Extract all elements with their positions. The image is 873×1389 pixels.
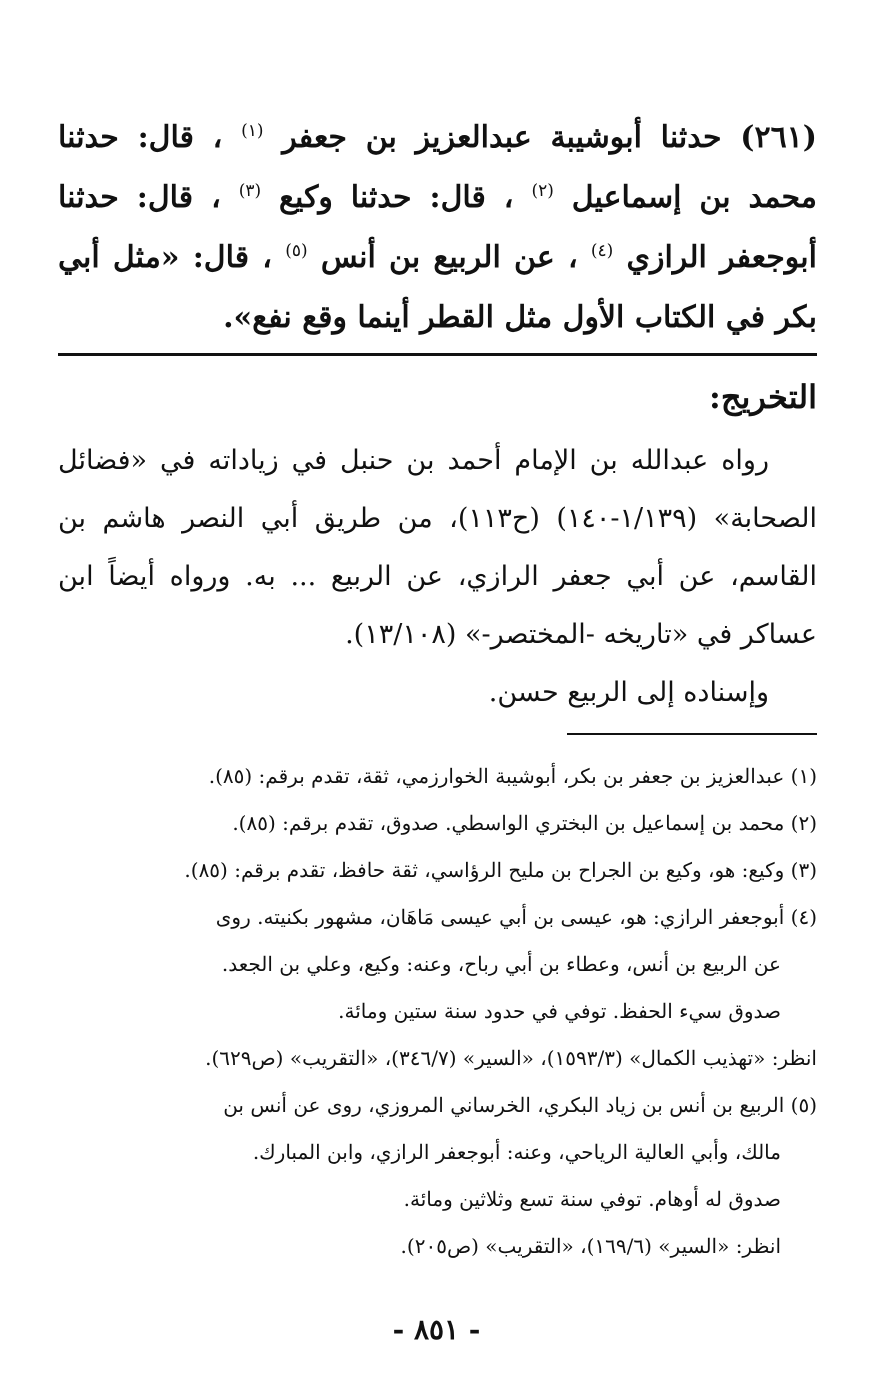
hadith-segment: ، قال:: [136, 180, 221, 215]
section-title: التخريج:: [709, 378, 817, 416]
footnote-line: (٥) الربيع بن أنس بن زياد البكري، الخرساني المروزي، روى عن أنس بن: [223, 1093, 817, 1117]
takhrij-paragraph: رواه عبدالله بن الإمام أحمد بن حنبل في زياداته في «فضائل الصحابة» (١/١٣٩-١٤٠) (ح١١٣)، من طريق أبي النصر هاشم بن القاسم، عن أبي جعفر الرازي، عن الربيع ... به. ورواه أيضاً ابن عساكر في «تاريخه -المختصر-» (١٣/١٠٨).: [58, 445, 817, 650]
footnote-3: (٣) وكيع: هو، وكيع بن الجراح بن مليح الرؤاسي، ثقة حافظ، تقدم برقم: (٨٥).: [184, 858, 817, 882]
footnote-2: (٢) محمد بن إسماعيل بن البختري الواسطي. صدوق، تقدم برقم: (٨٥).: [232, 811, 817, 835]
footnote-line: عن الربيع بن أنس، وعطاء بن أبي رباح، وعنه: وكيع، وعلي بن الجعد.: [221, 952, 781, 976]
hadith-segment: حدثنا أبوشيبة عبدالعزيز بن جعفر: [282, 120, 722, 155]
hadith-segment: حدثنا محمد بن إسماعيل: [58, 120, 817, 215]
hadith-segment: ، قال:: [137, 120, 223, 155]
footnote-line: صدوق له أوهام. توفي سنة تسع وثلاثين ومائة.: [403, 1187, 781, 1211]
footnote-ref-4: (٤): [590, 241, 614, 261]
footnote-ref-5: (٥): [285, 241, 308, 261]
footnote-divider: [567, 733, 817, 735]
hadith-segment: ، قال: حدثنا وكيع: [279, 180, 514, 215]
footnote-line: (٤) أبوجعفر الرازي: هو، عيسى بن أبي عيسى مَاهَان، مشهور بكنيته. روى: [215, 905, 817, 929]
hadith-number: (٢٦١): [740, 120, 817, 155]
hadith-segment: حدثنا أبوجعفر الرازي: [58, 180, 817, 275]
hadith-segment: أبي بكر في الكتاب الأول مثل القطر أينما وقع نفع».: [58, 240, 817, 335]
footnote-5: [58, 1082, 817, 1223]
footnote-ref-2: (٢): [531, 181, 554, 201]
footnote-ref-3: (٣): [238, 181, 262, 201]
section-divider: [58, 353, 817, 356]
hadith-segment: ، قال: «مثل: [112, 240, 272, 275]
page-number: - ٨٥١ -: [392, 1313, 481, 1346]
footnote-ref-1: (١): [241, 121, 264, 141]
footnotes: [58, 753, 817, 1270]
footnote-line: مالك، وأبي العالية الرياحي، وعنه: أبوجعفر الرازي، وابن المبارك.: [252, 1140, 781, 1164]
takhrij-body: [58, 432, 817, 722]
footnote-5-references: انظر: «السير» (١٦٩/٦)، «التقريب» (ص٢٠٥).: [400, 1234, 781, 1258]
footnote-4-references: انظر: «تهذيب الكمال» (١٥٩٣/٣)، «السير» (٣٤٦/٧)، «التقريب» (ص٦٢٩).: [205, 1046, 817, 1070]
footnote-1: (١) عبدالعزيز بن جعفر بن بكر، أبوشيبة الخوارزمي، ثقة، تقدم برقم: (٨٥).: [208, 764, 817, 788]
footnote-4: [58, 894, 817, 1035]
hadith-segment: ، عن الربيع بن أنس: [320, 240, 578, 275]
footnote-line: صدوق سيء الحفظ. توفي في حدود سنة ستين ومائة.: [338, 999, 781, 1023]
takhrij-paragraph: وإسناده إلى الربيع حسن.: [488, 677, 769, 708]
hadith-line: [58, 108, 817, 348]
hadith-text: [58, 108, 817, 348]
